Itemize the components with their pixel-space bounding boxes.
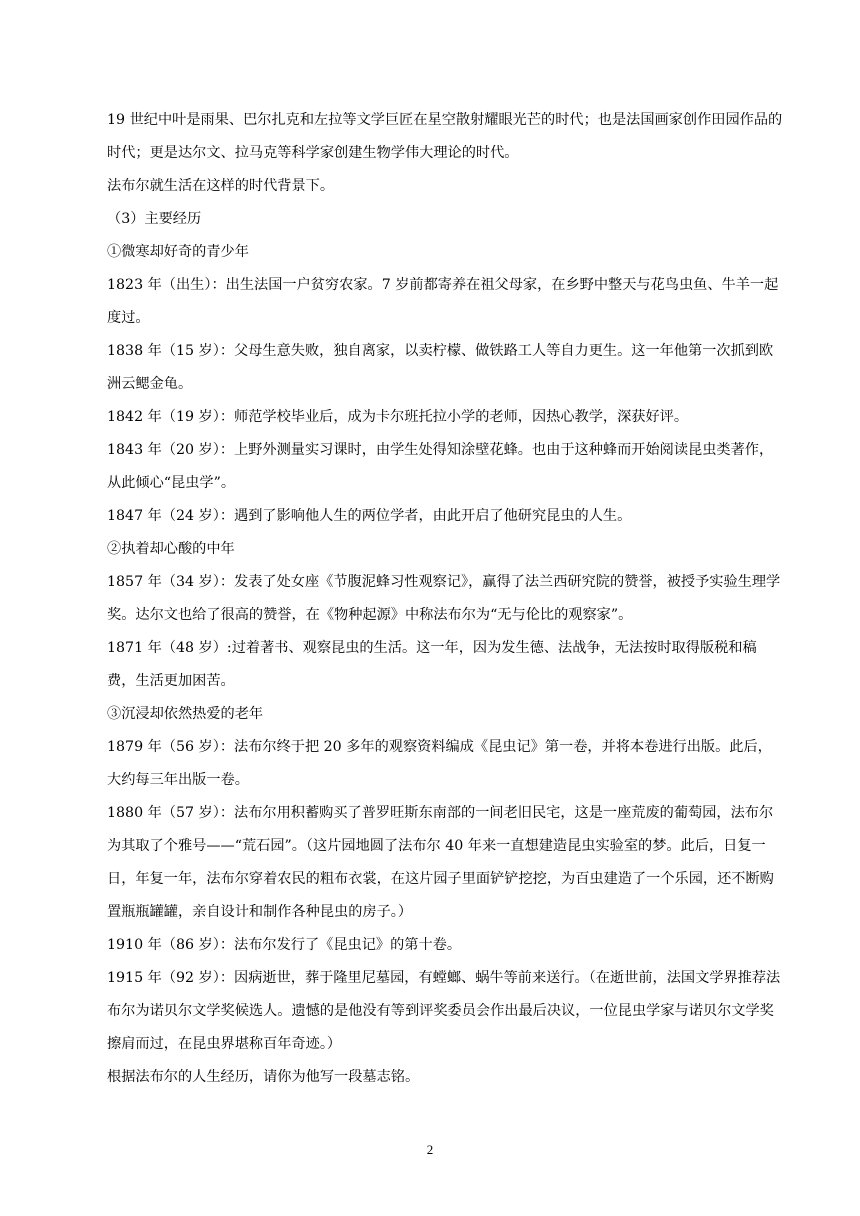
entry-1847: 1847 年（24 岁）：遇到了影响他人生的两位学者，由此开启了他研究昆虫的人生。	[107, 508, 632, 524]
question-epitaph: 根据法布尔的人生经历，请你为他写一段墓志铭。	[107, 1069, 420, 1085]
entry-1910: 1910 年（86 岁）：法布尔发行了《昆虫记》的第十卷。	[107, 937, 462, 953]
subheading-youth: ①微寒却好奇的青少年	[107, 244, 249, 260]
entry-1838: 1838 年（15 岁）：父母生意失败，独自离家，以卖柠檬、做铁路工人等自力更生。这一年他第一次抓到欧洲云鳃金龟。	[107, 343, 774, 392]
paragraph-fabre-context: 法布尔就生活在这样的时代背景下。	[107, 178, 335, 194]
entry-1843: 1843 年（20 岁）：上野外测量实习课时，由学生处得知涂壁花蜂。也由于这种蜂而开始阅读昆虫类著作，从此倾心“昆虫学”。	[107, 442, 774, 491]
section-heading-main-experiences: （3）主要经历	[107, 211, 202, 227]
entry-1842: 1842 年（19 岁）：师范学校毕业后，成为卡尔班托拉小学的老师，因热心教学，深获好评。	[107, 409, 689, 425]
subheading-middle-age: ②执着却心酸的中年	[107, 541, 235, 557]
paragraph-era-background: 19 世纪中叶是雨果、巴尔扎克和左拉等文学巨匠在星空散射耀眼光芒的时代；也是法国画家创作田园作品的时代；更是达尔文、拉马克等科学家创建生物学伟大理论的时代。	[107, 112, 783, 161]
entry-1871: 1871 年（48 岁）:过着著书、观察昆虫的生活。这一年，因为发生德、法战争，无法按时取得版税和稿费，生活更加困苦。	[107, 640, 757, 689]
entry-1915: 1915 年（92 岁）：因病逝世，葬于隆里尼墓园，有螳螂、蜗牛等前来送行。（在逝世前，法国文学界推荐法布尔为诺贝尔文学奖候选人。遗憾的是他没有等到评奖委员会作出最后决议，一位昆虫学家与诺贝尔文学奖擦肩而过，在昆虫界堪称百年奇迹。）	[107, 970, 781, 1052]
page-number: 2	[426, 1142, 434, 1157]
entry-1879: 1879 年（56 岁）：法布尔终于把 20 多年的观察资料编成《昆虫记》第一卷，并将本卷进行出版。此后，大约每三年出版一卷。	[107, 739, 772, 788]
subheading-old-age: ③沉浸却依然热爱的老年	[107, 706, 264, 722]
entry-1823: 1823 年（出生）：出生法国一户贫穷农家。7 岁前都寄养在祖父母家，在乡野中整天与花鸟虫鱼、牛羊一起度过。	[107, 277, 779, 326]
entry-1880: 1880 年（57 岁）：法布尔用积蓄购买了普罗旺斯东南部的一间老旧民宅，这是一座荒废的葡萄园，法布尔为其取了个雅号——“荒石园”。（这片园地圆了法布尔 40 年来一直想建造昆虫实验室的梦。此后，日复一日，年复一年，法布尔穿着农民的粗布衣裳，在这片园子里面铲铲挖挖，为百虫建造了一个乐园，还不断购置瓶瓶罐罐，亲自设计和制作各种昆虫的房子。）	[107, 805, 774, 920]
entry-1857: 1857 年（34 岁）：发表了处女座《节腹泥蜂习性观察记》，赢得了法兰西研究院的赞誉，被授予实验生理学奖。达尔文也给了很高的赞誉，在《物种起源》中称法布尔为“无与伦比的观察家”。	[107, 574, 781, 623]
